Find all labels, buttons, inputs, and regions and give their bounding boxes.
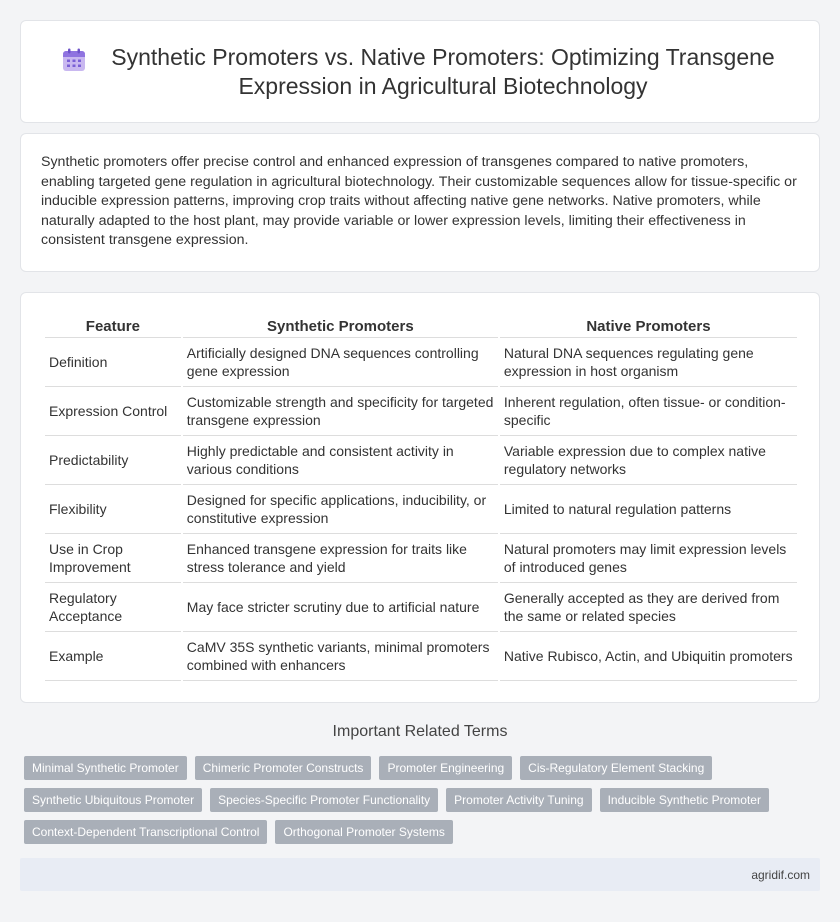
- native-cell: Natural promoters may limit expression levels of introduced genes: [500, 534, 797, 583]
- page-title: Synthetic Promoters vs. Native Promoters: Optimizing Transgene Expression in Agricultural Biotechnology: [111, 43, 775, 99]
- table-row: [45, 387, 797, 436]
- related-term-tag[interactable]: Promoter Activity Tuning: [446, 788, 591, 812]
- header-synthetic: Synthetic Promoters: [183, 313, 498, 338]
- table-row: [45, 436, 797, 485]
- table-row: [45, 632, 797, 681]
- related-terms-list: [24, 756, 804, 844]
- footer: [20, 858, 820, 891]
- table-row: [45, 338, 797, 387]
- intro-paragraph: Synthetic promoters offer precise control and enhanced expression of transgenes compared to native promoters, enabling targeted gene regulation in agricultural biotechnology. Their customizable sequences allow for tissue-specific or inducible expression patterns, improving crop traits without affecting native gene networks. Native promoters, while naturally adapted to the host plant, may provide variable or lower expression levels, limiting their effectiveness in consistent transgene expression.: [41, 154, 797, 249]
- related-term-tag[interactable]: Species-Specific Promoter Functionality: [210, 788, 438, 812]
- native-cell: Variable expression due to complex native regulatory networks: [500, 436, 797, 485]
- synthetic-cell: Artificially designed DNA sequences controlling gene expression: [183, 338, 498, 387]
- synthetic-cell: Customizable strength and specificity for targeted transgene expression: [183, 387, 498, 436]
- feature-cell: Expression Control: [45, 387, 181, 436]
- header: [21, 21, 819, 122]
- comparison-table: [43, 313, 799, 681]
- feature-cell: Regulatory Acceptance: [45, 583, 181, 632]
- native-cell: Generally accepted as they are derived from the same or related species: [500, 583, 797, 632]
- synthetic-cell: May face stricter scrutiny due to artificial nature: [183, 583, 498, 632]
- comparison-card: [20, 292, 820, 703]
- related-term-tag[interactable]: Chimeric Promoter Constructs: [195, 756, 372, 780]
- footer-site-link[interactable]: agridif.com: [751, 867, 810, 882]
- feature-cell: Use in Crop Improvement: [45, 534, 181, 583]
- native-cell: Natural DNA sequences regulating gene expression in host organism: [500, 338, 797, 387]
- feature-cell: Flexibility: [45, 485, 181, 534]
- native-cell: Native Rubisco, Actin, and Ubiquitin promoters: [500, 632, 797, 681]
- header-card: [20, 20, 820, 123]
- related-term-tag[interactable]: Minimal Synthetic Promoter: [24, 756, 187, 780]
- related-term-tag[interactable]: Orthogonal Promoter Systems: [275, 820, 452, 844]
- table-row: [45, 485, 797, 534]
- intro-card: [20, 133, 820, 272]
- related-term-tag[interactable]: Inducible Synthetic Promoter: [600, 788, 769, 812]
- synthetic-cell: Enhanced transgene expression for traits like stress tolerance and yield: [183, 534, 498, 583]
- feature-cell: Predictability: [45, 436, 181, 485]
- related-terms-title: Important Related Terms: [332, 723, 508, 740]
- table-row: [45, 534, 797, 583]
- related-term-tag[interactable]: Synthetic Ubiquitous Promoter: [24, 788, 202, 812]
- related-term-tag[interactable]: Promoter Engineering: [379, 756, 512, 780]
- synthetic-cell: Designed for specific applications, inducibility, or constitutive expression: [183, 485, 498, 534]
- feature-cell: Example: [45, 632, 181, 681]
- table-header-row: [45, 313, 797, 338]
- related-term-tag[interactable]: Cis-Regulatory Element Stacking: [520, 756, 712, 780]
- header-native: Native Promoters: [500, 313, 797, 338]
- header-feature: Feature: [45, 313, 181, 338]
- native-cell: Inherent regulation, often tissue- or condition-specific: [500, 387, 797, 436]
- related-term-tag[interactable]: Context-Dependent Transcriptional Control: [24, 820, 267, 844]
- synthetic-cell: CaMV 35S synthetic variants, minimal promoters combined with enhancers: [183, 632, 498, 681]
- feature-cell: Definition: [45, 338, 181, 387]
- calendar-icon: [61, 47, 87, 73]
- native-cell: Limited to natural regulation patterns: [500, 485, 797, 534]
- synthetic-cell: Highly predictable and consistent activity in various conditions: [183, 436, 498, 485]
- table-row: [45, 583, 797, 632]
